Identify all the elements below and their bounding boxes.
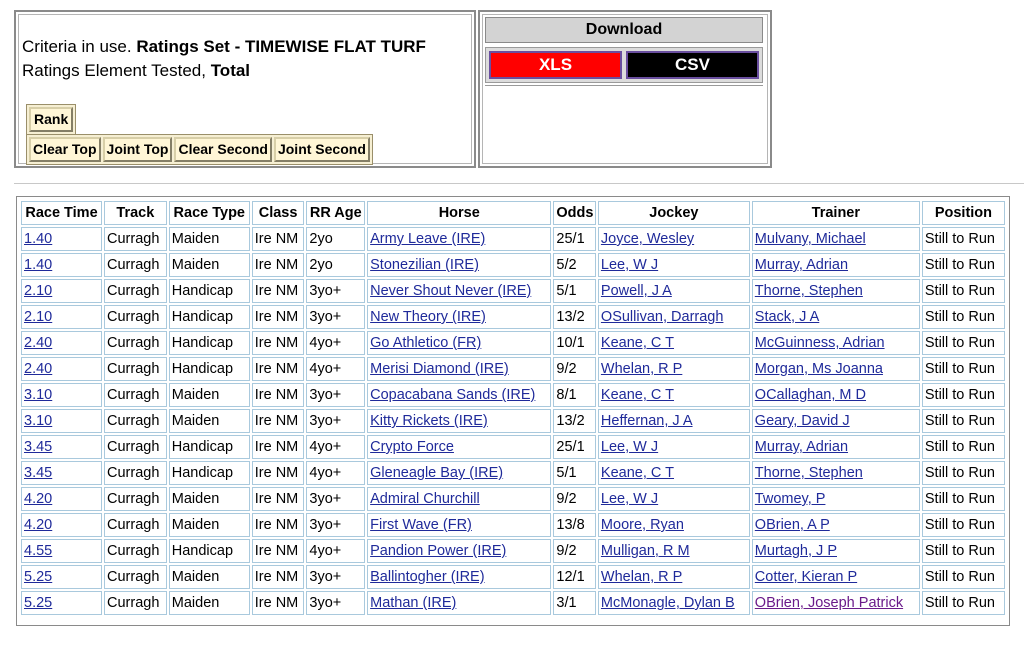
trainer-cell	[752, 513, 920, 537]
horse-cell	[367, 253, 551, 277]
position-cell: Still to Run	[922, 513, 1005, 537]
jockey-cell	[598, 409, 750, 433]
results-table	[19, 199, 1007, 617]
horse-cell	[367, 331, 551, 355]
jockey-link[interactable]: Keane, C T	[600, 465, 675, 481]
race-time-link[interactable]: 2.10	[24, 309, 53, 325]
horse-link[interactable]: Go Athletico (FR)	[370, 335, 482, 351]
trainer-link[interactable]: Murtagh, J P	[754, 543, 837, 559]
race-type-cell: Maiden	[169, 383, 250, 407]
clear-second-button[interactable]: Clear Second	[174, 137, 271, 162]
horse-link[interactable]: Merisi Diamond (IRE)	[370, 361, 509, 377]
race-time-link[interactable]: 3.10	[24, 413, 53, 429]
race-time-link[interactable]: 2.40	[24, 335, 53, 351]
criteria-label: Criteria in use.	[22, 37, 137, 56]
trainer-link[interactable]: Thorne, Stephen	[754, 283, 863, 299]
horse-link[interactable]: First Wave (FR)	[370, 517, 472, 533]
odds-cell: 5/2	[553, 253, 596, 277]
class-cell: Ire NM	[252, 227, 305, 251]
race-time-cell	[21, 513, 102, 537]
position-cell: Still to Run	[922, 435, 1005, 459]
table-row	[21, 253, 1005, 277]
horse-cell	[367, 383, 551, 407]
jockey-link[interactable]: Whelan, R P	[600, 569, 683, 585]
jockey-cell	[598, 487, 750, 511]
jockey-cell	[598, 565, 750, 589]
table-row	[21, 383, 1005, 407]
section-divider	[14, 183, 1024, 184]
horse-link[interactable]: Admiral Churchill	[370, 491, 480, 507]
position-cell: Still to Run	[922, 591, 1005, 615]
jockey-link[interactable]: Keane, C T	[600, 387, 675, 403]
race-time-cell	[21, 253, 102, 277]
header-race-time: Race Time	[21, 201, 102, 225]
trainer-cell	[752, 435, 920, 459]
download-buttons	[485, 47, 763, 83]
trainer-link[interactable]: Stack, J A	[754, 309, 820, 325]
odds-cell: 3/1	[553, 591, 596, 615]
class-cell: Ire NM	[252, 279, 305, 303]
horse-cell	[367, 565, 551, 589]
header-race-type: Race Type	[169, 201, 250, 225]
header-horse: Horse	[367, 201, 551, 225]
download-panel	[478, 10, 772, 168]
odds-cell: 5/1	[553, 279, 596, 303]
rr-age-cell: 4yo+	[306, 357, 365, 381]
horse-link[interactable]: Army Leave (IRE)	[370, 231, 486, 247]
race-time-cell	[21, 409, 102, 433]
rr-age-cell: 4yo+	[306, 539, 365, 563]
track-cell: Curragh	[104, 461, 167, 485]
odds-cell: 8/1	[553, 383, 596, 407]
table-row	[21, 461, 1005, 485]
jockey-cell	[598, 253, 750, 277]
download-xls-button[interactable]: XLS	[489, 51, 622, 79]
class-cell: Ire NM	[252, 305, 305, 329]
trainer-cell	[752, 331, 920, 355]
table-row	[21, 357, 1005, 381]
race-time-link[interactable]: 3.10	[24, 387, 53, 403]
track-cell: Curragh	[104, 383, 167, 407]
odds-cell: 25/1	[553, 435, 596, 459]
position-cell: Still to Run	[922, 383, 1005, 407]
trainer-link[interactable]: Murray, Adrian	[754, 439, 849, 455]
position-cell: Still to Run	[922, 227, 1005, 251]
jockey-cell	[598, 357, 750, 381]
jockey-link[interactable]: Whelan, R P	[600, 361, 683, 377]
race-time-link[interactable]: 4.20	[24, 491, 53, 507]
race-time-cell	[21, 331, 102, 355]
results-table-container	[16, 196, 1010, 626]
jockey-link[interactable]: Moore, Ryan	[600, 517, 684, 533]
odds-cell: 10/1	[553, 331, 596, 355]
header-odds: Odds	[553, 201, 596, 225]
table-row	[21, 305, 1005, 329]
jockey-cell	[598, 539, 750, 563]
horse-link[interactable]: Kitty Rickets (IRE)	[370, 413, 488, 429]
horse-link[interactable]: Copacabana Sands (IRE)	[370, 387, 536, 403]
horse-cell	[367, 513, 551, 537]
track-cell: Curragh	[104, 305, 167, 329]
track-cell: Curragh	[104, 409, 167, 433]
race-time-link[interactable]: 3.45	[24, 465, 53, 481]
horse-link[interactable]: Ballintogher (IRE)	[370, 569, 485, 585]
jockey-link[interactable]: OSullivan, Darragh	[600, 309, 724, 325]
horse-cell	[367, 409, 551, 433]
selection-button-group	[26, 134, 373, 165]
rr-age-cell: 3yo+	[306, 565, 365, 589]
table-row	[21, 279, 1005, 303]
position-cell: Still to Run	[922, 487, 1005, 511]
jockey-cell	[598, 383, 750, 407]
position-cell: Still to Run	[922, 253, 1005, 277]
criteria-ratings-element	[22, 61, 250, 81]
class-cell: Ire NM	[252, 539, 305, 563]
jockey-link[interactable]: Powell, J A	[600, 283, 672, 299]
race-time-cell	[21, 435, 102, 459]
results-header-row	[21, 201, 1005, 225]
header-trainer: Trainer	[752, 201, 920, 225]
race-time-cell	[21, 305, 102, 329]
race-time-cell	[21, 565, 102, 589]
ratings-set-value: Ratings Set - TIMEWISE FLAT TURF	[136, 37, 426, 56]
trainer-link[interactable]: Twomey, P	[754, 491, 826, 507]
race-type-cell: Handicap	[169, 539, 250, 563]
position-cell: Still to Run	[922, 279, 1005, 303]
race-type-cell: Maiden	[169, 227, 250, 251]
jockey-link[interactable]: Keane, C T	[600, 335, 675, 351]
track-cell: Curragh	[104, 591, 167, 615]
odds-cell: 9/2	[553, 487, 596, 511]
race-type-cell: Maiden	[169, 253, 250, 277]
jockey-cell	[598, 279, 750, 303]
download-csv-button[interactable]: CSV	[626, 51, 759, 79]
jockey-link[interactable]: Heffernan, J A	[600, 413, 693, 429]
joint-top-button[interactable]: Joint Top	[103, 137, 173, 162]
rr-age-cell: 2yo	[306, 227, 365, 251]
trainer-cell	[752, 591, 920, 615]
jockey-cell	[598, 591, 750, 615]
rr-age-cell: 4yo+	[306, 331, 365, 355]
trainer-link[interactable]: OBrien, A P	[754, 517, 830, 533]
header-rr-age: RR Age	[306, 201, 365, 225]
track-cell: Curragh	[104, 539, 167, 563]
position-cell: Still to Run	[922, 565, 1005, 589]
trainer-link[interactable]: McGuinness, Adrian	[754, 335, 885, 351]
position-cell: Still to Run	[922, 409, 1005, 433]
horse-link[interactable]: Pandion Power (IRE)	[370, 543, 507, 559]
odds-cell: 9/2	[553, 357, 596, 381]
jockey-cell	[598, 227, 750, 251]
ratings-element-value: Total	[210, 61, 251, 80]
trainer-link[interactable]: OBrien, Joseph Patrick	[754, 595, 904, 611]
criteria-panel	[14, 10, 476, 168]
trainer-cell	[752, 487, 920, 511]
race-time-cell	[21, 279, 102, 303]
ratings-element-label: Ratings Element Tested,	[22, 61, 211, 80]
race-time-link[interactable]: 3.45	[24, 439, 53, 455]
horse-link[interactable]: Gleneagle Bay (IRE)	[370, 465, 504, 481]
table-row	[21, 409, 1005, 433]
rr-age-cell: 3yo+	[306, 279, 365, 303]
track-cell: Curragh	[104, 513, 167, 537]
table-row	[21, 227, 1005, 251]
horse-cell	[367, 487, 551, 511]
table-row	[21, 435, 1005, 459]
jockey-cell	[598, 435, 750, 459]
odds-cell: 13/2	[553, 305, 596, 329]
trainer-cell	[752, 253, 920, 277]
race-time-cell	[21, 539, 102, 563]
horse-link[interactable]: Stonezilian (IRE)	[370, 257, 479, 273]
header-jockey: Jockey	[598, 201, 750, 225]
class-cell: Ire NM	[252, 435, 305, 459]
position-cell: Still to Run	[922, 305, 1005, 329]
rr-age-cell: 3yo+	[306, 409, 365, 433]
position-cell: Still to Run	[922, 461, 1005, 485]
horse-cell	[367, 539, 551, 563]
trainer-link[interactable]: Thorne, Stephen	[754, 465, 863, 481]
jockey-link[interactable]: Lee, W J	[600, 439, 659, 455]
class-cell: Ire NM	[252, 253, 305, 277]
class-cell: Ire NM	[252, 383, 305, 407]
clear-top-button[interactable]: Clear Top	[29, 137, 101, 162]
race-type-cell: Handicap	[169, 279, 250, 303]
jockey-link[interactable]: Mulligan, R M	[600, 543, 690, 559]
class-cell: Ire NM	[252, 591, 305, 615]
track-cell: Curragh	[104, 279, 167, 303]
race-type-cell: Handicap	[169, 357, 250, 381]
trainer-cell	[752, 461, 920, 485]
jockey-link[interactable]: Joyce, Wesley	[600, 231, 695, 247]
trainer-link[interactable]: Mulvany, Michael	[754, 231, 866, 247]
trainer-link[interactable]: OCallaghan, M D	[754, 387, 867, 403]
horse-link[interactable]: Mathan (IRE)	[370, 595, 457, 611]
header-position: Position	[922, 201, 1005, 225]
rr-age-cell: 2yo	[306, 253, 365, 277]
position-cell: Still to Run	[922, 357, 1005, 381]
race-type-cell: Handicap	[169, 435, 250, 459]
horse-cell	[367, 435, 551, 459]
class-cell: Ire NM	[252, 513, 305, 537]
results-body	[21, 227, 1005, 615]
trainer-cell	[752, 409, 920, 433]
rr-age-cell: 3yo+	[306, 305, 365, 329]
position-cell: Still to Run	[922, 539, 1005, 563]
horse-cell	[367, 305, 551, 329]
odds-cell: 13/2	[553, 409, 596, 433]
race-type-cell: Maiden	[169, 513, 250, 537]
race-time-link[interactable]: 1.40	[24, 231, 53, 247]
jockey-link[interactable]: Lee, W J	[600, 257, 659, 273]
table-row	[21, 565, 1005, 589]
track-cell: Curragh	[104, 331, 167, 355]
trainer-cell	[752, 227, 920, 251]
race-time-link[interactable]: 2.10	[24, 283, 53, 299]
class-cell: Ire NM	[252, 331, 305, 355]
jockey-cell	[598, 513, 750, 537]
race-time-cell	[21, 383, 102, 407]
race-type-cell: Handicap	[169, 331, 250, 355]
table-row	[21, 591, 1005, 615]
track-cell: Curragh	[104, 435, 167, 459]
horse-cell	[367, 227, 551, 251]
race-type-cell: Handicap	[169, 461, 250, 485]
race-time-link[interactable]: 1.40	[24, 257, 53, 273]
table-row	[21, 331, 1005, 355]
horse-link[interactable]: Crypto Force	[370, 439, 454, 455]
horse-link[interactable]: New Theory (IRE)	[370, 309, 486, 325]
race-type-cell: Handicap	[169, 305, 250, 329]
horse-cell	[367, 279, 551, 303]
trainer-cell	[752, 539, 920, 563]
trainer-cell	[752, 279, 920, 303]
race-time-cell	[21, 357, 102, 381]
trainer-link[interactable]: Geary, David J	[754, 413, 850, 429]
rr-age-cell: 3yo+	[306, 487, 365, 511]
race-time-link[interactable]: 4.20	[24, 517, 53, 533]
race-type-cell: Maiden	[169, 487, 250, 511]
odds-cell: 5/1	[553, 461, 596, 485]
odds-cell: 9/2	[553, 539, 596, 563]
table-row	[21, 513, 1005, 537]
rr-age-cell: 3yo+	[306, 513, 365, 537]
header-track: Track	[104, 201, 167, 225]
jockey-link[interactable]: Lee, W J	[600, 491, 659, 507]
odds-cell: 12/1	[553, 565, 596, 589]
track-cell: Curragh	[104, 487, 167, 511]
track-cell: Curragh	[104, 565, 167, 589]
rank-button[interactable]: Rank	[29, 107, 73, 132]
trainer-cell	[752, 565, 920, 589]
race-time-link[interactable]: 2.40	[24, 361, 53, 377]
jockey-cell	[598, 305, 750, 329]
class-cell: Ire NM	[252, 409, 305, 433]
table-row	[21, 539, 1005, 563]
position-cell: Still to Run	[922, 331, 1005, 355]
trainer-cell	[752, 305, 920, 329]
rr-age-cell: 4yo+	[306, 435, 365, 459]
race-time-cell	[21, 591, 102, 615]
class-cell: Ire NM	[252, 565, 305, 589]
rr-age-cell: 4yo+	[306, 461, 365, 485]
trainer-link[interactable]: Morgan, Ms Joanna	[754, 361, 883, 377]
rr-age-cell: 3yo+	[306, 383, 365, 407]
criteria-ratings-set	[22, 37, 426, 57]
rank-button-group	[26, 104, 76, 135]
class-cell: Ire NM	[252, 461, 305, 485]
horse-cell	[367, 461, 551, 485]
track-cell: Curragh	[104, 227, 167, 251]
trainer-cell	[752, 383, 920, 407]
horse-link[interactable]: Never Shout Never (IRE)	[370, 283, 532, 299]
race-time-link[interactable]: 5.25	[24, 569, 53, 585]
race-time-cell	[21, 487, 102, 511]
horse-cell	[367, 591, 551, 615]
race-type-cell: Maiden	[169, 409, 250, 433]
race-time-cell	[21, 227, 102, 251]
horse-cell	[367, 357, 551, 381]
header-class: Class	[252, 201, 305, 225]
track-cell: Curragh	[104, 357, 167, 381]
trainer-link[interactable]: Murray, Adrian	[754, 257, 849, 273]
trainer-cell	[752, 357, 920, 381]
race-type-cell: Maiden	[169, 591, 250, 615]
race-time-cell	[21, 461, 102, 485]
joint-second-button[interactable]: Joint Second	[274, 137, 370, 162]
jockey-cell	[598, 461, 750, 485]
jockey-cell	[598, 331, 750, 355]
race-time-link[interactable]: 5.25	[24, 595, 53, 611]
track-cell: Curragh	[104, 253, 167, 277]
race-time-link[interactable]: 4.55	[24, 543, 53, 559]
class-cell: Ire NM	[252, 357, 305, 381]
odds-cell: 25/1	[553, 227, 596, 251]
class-cell: Ire NM	[252, 487, 305, 511]
race-type-cell: Maiden	[169, 565, 250, 589]
odds-cell: 13/8	[553, 513, 596, 537]
table-row	[21, 487, 1005, 511]
jockey-link[interactable]: McMonagle, Dylan B	[600, 595, 735, 611]
rr-age-cell: 3yo+	[306, 591, 365, 615]
download-divider	[485, 85, 763, 86]
download-title: Download	[485, 17, 763, 43]
trainer-link[interactable]: Cotter, Kieran P	[754, 569, 858, 585]
